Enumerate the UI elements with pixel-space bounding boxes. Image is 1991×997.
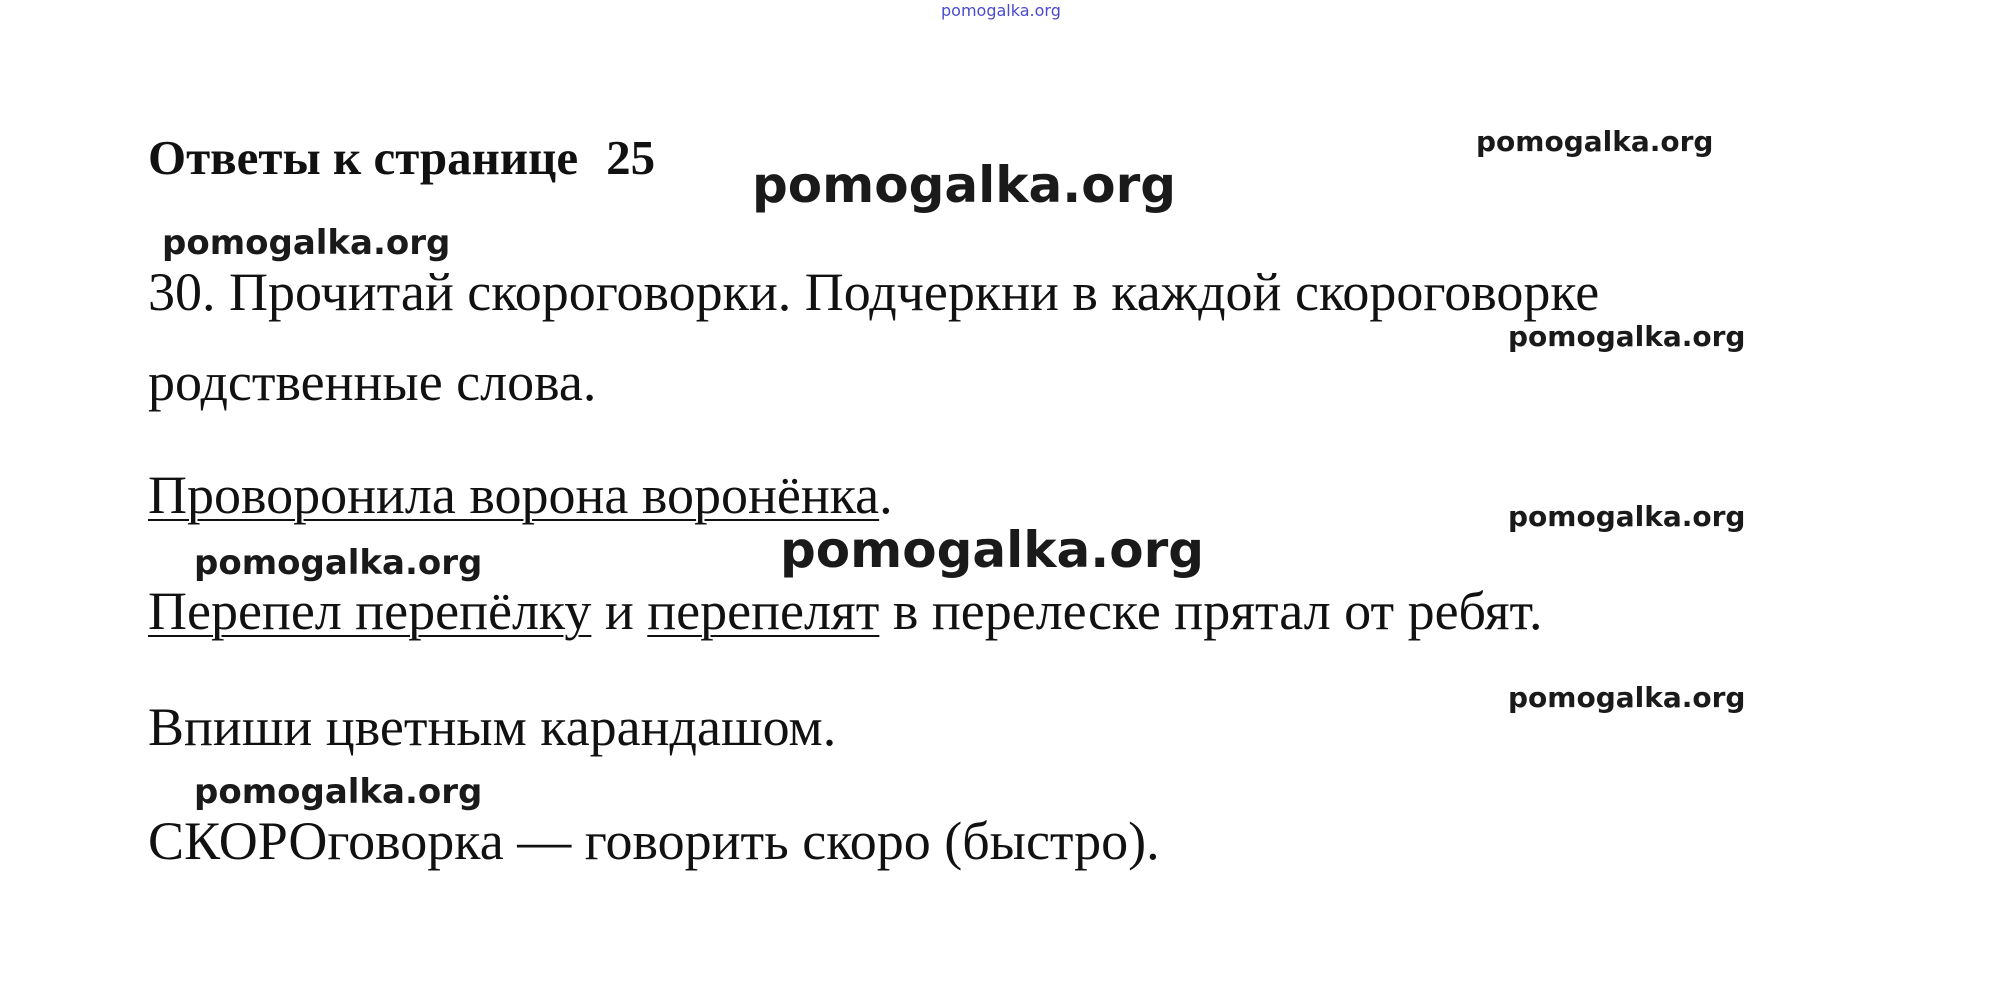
watermark: pomogalka.org	[1508, 320, 1746, 353]
watermark-top: pomogalka.org	[941, 1, 1061, 20]
tongue-twister-1	[148, 465, 893, 525]
watermark: pomogalka.org	[162, 223, 451, 263]
watermark: pomogalka.org	[1508, 500, 1746, 533]
underlined-related-words: Проворонила ворона воронёнка	[148, 465, 880, 525]
underlined-related-words: Перепел перепёлку	[148, 581, 592, 641]
tongue-twister-2	[148, 581, 1543, 641]
sentence-rest: в перелеске прятал от ребят.	[879, 581, 1543, 641]
watermark: pomogalka.org	[1476, 125, 1714, 158]
instruction-text: Впиши цветным карандашом.	[148, 697, 837, 757]
connector-text: и	[591, 581, 648, 641]
page-number: 25	[606, 130, 656, 185]
sentence-end: .	[879, 465, 893, 525]
watermark: pomogalka.org	[752, 156, 1177, 214]
watermark: pomogalka.org	[1508, 681, 1746, 714]
watermark: pomogalka.org	[780, 521, 1205, 579]
underlined-related-words: перепелят	[647, 581, 880, 641]
task-text-line-1: 30. Прочитай скороговорки. Подчеркни в каждой скороговорке	[148, 262, 1600, 322]
answer-text: СКОРОговорка — говорить скоро (быстро).	[148, 811, 1160, 871]
page-title-text: Ответы к странице	[148, 130, 579, 185]
watermark: pomogalka.org	[194, 772, 483, 812]
task-text-line-2: родственные слова.	[148, 352, 597, 412]
page-title	[148, 130, 656, 185]
watermark: pomogalka.org	[194, 543, 483, 583]
